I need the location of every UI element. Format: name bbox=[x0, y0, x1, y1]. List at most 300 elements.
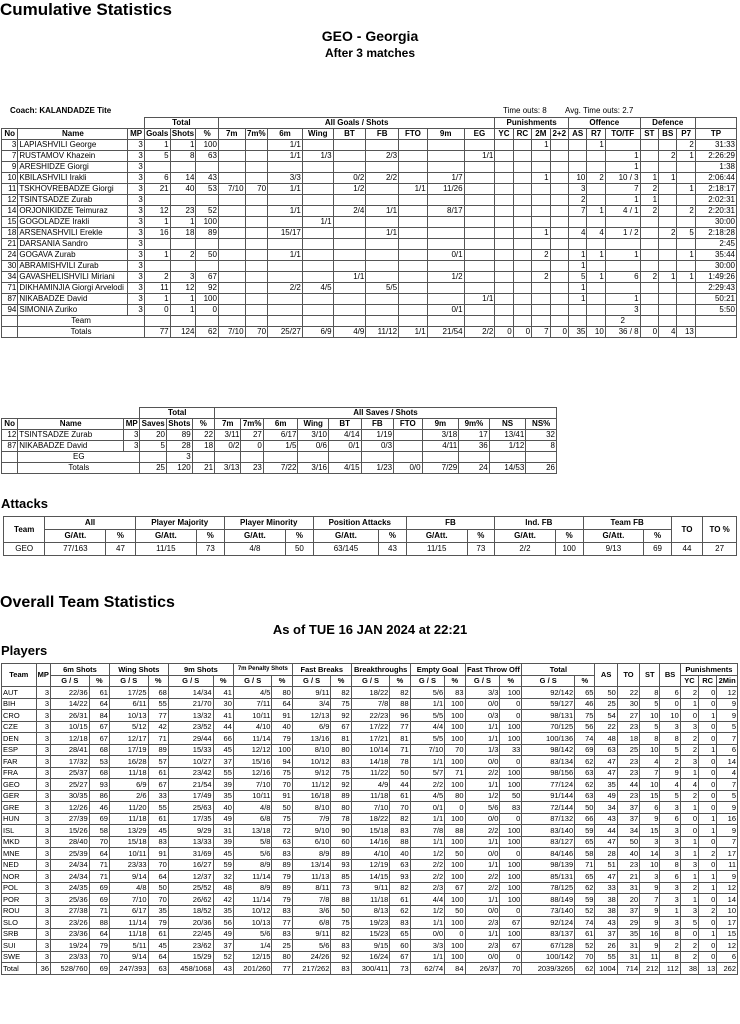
player-cell bbox=[196, 195, 219, 206]
overall-cell: 12/19 bbox=[351, 859, 390, 871]
player-cell: TSKHOVREBADZE Giorgi bbox=[18, 184, 128, 195]
player-cell: 94 bbox=[2, 305, 18, 316]
overall-row bbox=[2, 687, 738, 699]
overall-cell: 89 bbox=[272, 859, 292, 871]
overall-cell: 73 bbox=[331, 882, 351, 894]
player-cell bbox=[196, 239, 219, 250]
overall-cell: 8/13 bbox=[351, 905, 390, 917]
player-cell: GAVASHELISHVILI Miriani bbox=[18, 272, 128, 283]
overall-cell: 4/8 bbox=[233, 802, 272, 814]
overall-cell: 3 bbox=[660, 825, 680, 837]
gk-totals-cell: 14/53 bbox=[489, 463, 526, 474]
overall-sub-pct: % bbox=[213, 675, 233, 687]
overall-total-cell: 212 bbox=[640, 963, 660, 975]
player-cell: 23 bbox=[170, 206, 196, 217]
overall-cell: 23/52 bbox=[168, 721, 213, 733]
gk-cell: 12 bbox=[2, 430, 18, 441]
player-cell: TSINTSADZE Zurab bbox=[18, 195, 128, 206]
overall-row bbox=[2, 951, 738, 963]
overall-cell: 83 bbox=[390, 917, 410, 929]
gk-totals-cell: 7/22 bbox=[263, 463, 298, 474]
overall-cell: 25/63 bbox=[168, 802, 213, 814]
attacks-cell: 69 bbox=[644, 543, 671, 556]
overall-cell: 30 bbox=[213, 698, 233, 710]
player-cell: ARSENASHVILI Erekle bbox=[18, 228, 128, 239]
overall-cell: 10/11 bbox=[233, 710, 272, 722]
player-cell bbox=[245, 173, 268, 184]
attacks-sub-pct: % bbox=[467, 530, 494, 543]
player-cell bbox=[268, 261, 303, 272]
overall-cell: 70 bbox=[445, 744, 465, 756]
overall-cell: 0 bbox=[699, 756, 717, 768]
player-cell bbox=[333, 228, 366, 239]
overall-cell: 58 bbox=[89, 825, 109, 837]
gk-totals-cell: 0/0 bbox=[394, 463, 422, 474]
player-cell: 1 bbox=[144, 217, 170, 228]
overall-cell: 8 bbox=[640, 687, 660, 699]
player-cell bbox=[399, 228, 428, 239]
player-cell: 0 bbox=[196, 305, 219, 316]
player-cell: 1 bbox=[605, 294, 640, 305]
overall-cell: 22/23 bbox=[351, 710, 390, 722]
overall-sub-gs: G / S bbox=[233, 675, 272, 687]
player-cell bbox=[218, 250, 245, 261]
gk-col-header: 7m% bbox=[242, 419, 262, 428]
overall-cell: 65 bbox=[390, 928, 410, 940]
gk-col-header: NS% bbox=[526, 419, 557, 430]
overall-cell: 50 bbox=[617, 836, 639, 848]
attacks-topct-header: TO % bbox=[703, 517, 737, 543]
overall-cell: 32 bbox=[213, 871, 233, 883]
overall-cell: 82 bbox=[390, 687, 410, 699]
player-cell bbox=[464, 162, 495, 173]
overall-cell: 84 bbox=[89, 710, 109, 722]
overall-cell: 23/36 bbox=[51, 928, 90, 940]
overall-cell: 1 bbox=[680, 871, 698, 883]
player-cell: 1/2 bbox=[333, 184, 366, 195]
gk-cell: 0/1 bbox=[328, 441, 361, 452]
overall-sub-pct: % bbox=[575, 675, 595, 687]
player-cell bbox=[495, 261, 513, 272]
overall-cell: 65 bbox=[575, 687, 595, 699]
overall-cell: 28 bbox=[595, 848, 617, 860]
overall-cell: CZE bbox=[2, 721, 37, 733]
overall-cell: 80 bbox=[331, 802, 351, 814]
player-cell: 9 bbox=[2, 162, 18, 173]
overall-cell: 7/8 bbox=[351, 698, 390, 710]
player-cell bbox=[677, 294, 695, 305]
totals-cell: 0 bbox=[640, 327, 658, 338]
overall-cell: 5 bbox=[717, 790, 738, 802]
gk-totals-cell: 3/13 bbox=[215, 463, 241, 474]
overall-cell: 24/35 bbox=[51, 882, 90, 894]
overall-cell: 50 bbox=[595, 687, 617, 699]
totals-cell: 4/9 bbox=[333, 327, 366, 338]
player-cell bbox=[302, 272, 333, 283]
overall-cell: 17/19 bbox=[109, 744, 148, 756]
overall-cell: 69 bbox=[89, 882, 109, 894]
overall-row bbox=[2, 825, 738, 837]
overall-total-cell: 2039/3265 bbox=[522, 963, 575, 975]
player-cell: 1 bbox=[677, 184, 695, 195]
overall-cell: 10 bbox=[660, 710, 680, 722]
overall-cell: 35 bbox=[617, 928, 639, 940]
player-cell bbox=[532, 184, 550, 195]
overall-cell: 6/17 bbox=[109, 905, 148, 917]
overall-cell: 28/40 bbox=[51, 836, 90, 848]
overall-cell: 8/9 bbox=[233, 859, 272, 871]
player-cell bbox=[550, 283, 568, 294]
player-cell: 2:20:31 bbox=[695, 206, 736, 217]
player-cell: 24 bbox=[2, 250, 18, 261]
player-cell: 2/2 bbox=[366, 173, 399, 184]
player-row bbox=[2, 217, 737, 228]
gk-cell bbox=[140, 452, 167, 463]
overall-cell: POL bbox=[2, 882, 37, 894]
overall-sub-pct: % bbox=[148, 675, 168, 687]
player-cell bbox=[218, 217, 245, 228]
overall-cell: 14/18 bbox=[351, 756, 390, 768]
player-cell bbox=[245, 140, 268, 151]
player-row bbox=[2, 239, 737, 250]
overall-cell: 57 bbox=[148, 756, 168, 768]
player-cell bbox=[532, 294, 550, 305]
overall-cell: 71 bbox=[89, 871, 109, 883]
overall-cell: 3 bbox=[680, 721, 698, 733]
overall-cell: 92 bbox=[331, 710, 351, 722]
overall-cell: 9/15 bbox=[351, 940, 390, 952]
player-cell bbox=[144, 162, 170, 173]
player-cell bbox=[550, 162, 568, 173]
player-cell bbox=[218, 228, 245, 239]
totals-cell: 0 bbox=[513, 327, 531, 338]
overall-cell: 0 bbox=[500, 756, 522, 768]
player-cell bbox=[366, 305, 399, 316]
player-cell: 11/26 bbox=[427, 184, 464, 195]
player-cell bbox=[366, 195, 399, 206]
overall-cell: 58 bbox=[575, 848, 595, 860]
overall-cell: 23/33 bbox=[51, 951, 90, 963]
overall-cell: 37 bbox=[595, 928, 617, 940]
goalkeeper-table bbox=[1, 407, 557, 474]
player-cell bbox=[587, 184, 605, 195]
player-cell bbox=[366, 217, 399, 228]
attacks-fb-header: FB bbox=[406, 517, 494, 530]
player-cell bbox=[427, 294, 464, 305]
overall-cell: 67 bbox=[390, 951, 410, 963]
overall-cell: 17 bbox=[717, 917, 738, 929]
overall-cell: SRB bbox=[2, 928, 37, 940]
overall-cell: 4/10 bbox=[233, 721, 272, 733]
player-cell: 100 bbox=[196, 140, 219, 151]
overall-cell: 15/18 bbox=[109, 836, 148, 848]
player-cell: 3 bbox=[128, 305, 144, 316]
overall-cell: 61 bbox=[390, 894, 410, 906]
overall-cell: 10/12 bbox=[233, 905, 272, 917]
player-cell: 1 bbox=[587, 206, 605, 217]
player-cell bbox=[677, 162, 695, 173]
player-cell: 3 bbox=[128, 140, 144, 151]
player-cell bbox=[245, 283, 268, 294]
overall-cell: 100 bbox=[445, 779, 465, 791]
overall-cell: 50 bbox=[445, 848, 465, 860]
player-cell bbox=[245, 217, 268, 228]
player-cell: 1 bbox=[605, 162, 640, 173]
gk-cell bbox=[394, 441, 422, 452]
overall-cell: 98/139 bbox=[522, 859, 575, 871]
overall-cell: 16/27 bbox=[168, 859, 213, 871]
overall-cell: 0 bbox=[680, 825, 698, 837]
player-cell bbox=[640, 294, 658, 305]
overall-total-cell: 26/37 bbox=[465, 963, 500, 975]
player-cell bbox=[568, 151, 586, 162]
overall-cell: GER bbox=[2, 790, 37, 802]
overall-cell: 10 bbox=[640, 744, 660, 756]
overall-sub-pct: % bbox=[445, 675, 465, 687]
overall-cell: 2/3 bbox=[465, 917, 500, 929]
player-cell bbox=[513, 140, 531, 151]
overall-cell: FAR bbox=[2, 756, 37, 768]
overall-cell: 47 bbox=[595, 767, 617, 779]
overall-cell: 17/22 bbox=[351, 721, 390, 733]
overall-cell: 38 bbox=[595, 894, 617, 906]
overall-cell: 0 bbox=[699, 894, 717, 906]
team-cell bbox=[333, 316, 366, 327]
overall-cell: 22/36 bbox=[51, 687, 90, 699]
overall-cell: 2 bbox=[680, 790, 698, 802]
player-cell bbox=[302, 195, 333, 206]
overall-cell: 8/10 bbox=[292, 802, 331, 814]
overall-cell: 7 bbox=[717, 779, 738, 791]
player-cell: 3 bbox=[128, 195, 144, 206]
player-cell: 71 bbox=[2, 283, 18, 294]
overall-sub-gs: G / S bbox=[351, 675, 390, 687]
player-cell: 4 bbox=[568, 228, 586, 239]
overall-cell: 59 bbox=[575, 825, 595, 837]
player-cell: 52 bbox=[196, 206, 219, 217]
player-cell bbox=[532, 239, 550, 250]
overall-cell: 88 bbox=[390, 836, 410, 848]
gk-cell: TSINTSADZE Zurab bbox=[18, 430, 124, 441]
gk-cell: 1/19 bbox=[361, 430, 394, 441]
player-cell: 2 bbox=[677, 140, 695, 151]
overall-total-cell: 43 bbox=[213, 963, 233, 975]
overall-cell: 3 bbox=[36, 790, 50, 802]
overall-cell: 11/18 bbox=[351, 894, 390, 906]
overall-cell: 33 bbox=[595, 882, 617, 894]
overall-cell: 37 bbox=[617, 802, 639, 814]
overall-cell: 11/13 bbox=[292, 871, 331, 883]
player-cell bbox=[268, 195, 303, 206]
overall-cell: 6 bbox=[640, 802, 660, 814]
player-row bbox=[2, 261, 737, 272]
player-cell bbox=[495, 305, 513, 316]
overall-punish-header: Punishments bbox=[680, 664, 737, 676]
overall-cell: 82 bbox=[331, 687, 351, 699]
attacks-cell: 11/15 bbox=[135, 543, 196, 556]
overall-cell: 100 bbox=[445, 871, 465, 883]
player-cell bbox=[427, 228, 464, 239]
gk-totals-cell: 24 bbox=[459, 463, 490, 474]
overall-cell: 81 bbox=[331, 733, 351, 745]
player-cell: 2 bbox=[659, 151, 677, 162]
overall-cell: 67/128 bbox=[522, 940, 575, 952]
overall-cell: 61 bbox=[148, 928, 168, 940]
overall-total-cell: 300/411 bbox=[351, 963, 390, 975]
overall-cell: 0/0 bbox=[465, 756, 500, 768]
player-cell bbox=[513, 206, 531, 217]
overall-cell: 100 bbox=[445, 940, 465, 952]
player-row bbox=[2, 195, 737, 206]
player-cell bbox=[605, 140, 640, 151]
overall-total-cell: 458/1068 bbox=[168, 963, 213, 975]
overall-cell: 63 bbox=[390, 859, 410, 871]
col-header: Shots bbox=[171, 129, 195, 138]
overall-cell: 6/8 bbox=[233, 813, 272, 825]
col-header: BS bbox=[659, 129, 677, 140]
overall-team-header: Team bbox=[2, 664, 37, 687]
overall-cell: 78/125 bbox=[522, 882, 575, 894]
player-cell bbox=[587, 162, 605, 173]
player-cell bbox=[302, 305, 333, 316]
player-cell bbox=[144, 261, 170, 272]
player-cell bbox=[677, 239, 695, 250]
overall-cell: 11/14 bbox=[109, 917, 148, 929]
overall-cell: 5 bbox=[640, 721, 660, 733]
overall-cell: 42 bbox=[213, 894, 233, 906]
player-cell: 30:00 bbox=[695, 261, 736, 272]
overall-cell: 35 bbox=[595, 779, 617, 791]
players-label: Players bbox=[1, 643, 48, 658]
player-cell: 2 bbox=[144, 272, 170, 283]
overall-cell: 75 bbox=[331, 767, 351, 779]
gk-col-header: FB bbox=[361, 419, 394, 430]
overall-cell: 9/14 bbox=[109, 951, 148, 963]
team-cell bbox=[659, 316, 677, 327]
team-cell bbox=[464, 316, 495, 327]
player-cell bbox=[513, 162, 531, 173]
player-cell bbox=[532, 283, 550, 294]
overall-cell: 10 bbox=[640, 779, 660, 791]
player-cell bbox=[513, 261, 531, 272]
gk-cell: 1/12 bbox=[489, 441, 526, 452]
overall-cell: 23/33 bbox=[109, 859, 148, 871]
overall-cell: 9 bbox=[717, 698, 738, 710]
overall-cell: 2 bbox=[680, 733, 698, 745]
gk-row bbox=[2, 441, 557, 452]
overall-cell: 89 bbox=[272, 882, 292, 894]
overall-cell: 61 bbox=[390, 790, 410, 802]
overall-cell: 55 bbox=[148, 802, 168, 814]
overall-cell: 6 bbox=[717, 744, 738, 756]
player-cell bbox=[659, 140, 677, 151]
gk-cell: 1/5 bbox=[263, 441, 298, 452]
player-row bbox=[2, 162, 737, 173]
overall-cell: 67 bbox=[89, 721, 109, 733]
overall-cell: 46 bbox=[575, 698, 595, 710]
gk-cell: 3 bbox=[124, 430, 140, 441]
player-cell: 4 bbox=[587, 228, 605, 239]
gk-cell bbox=[394, 452, 422, 463]
overall-cell: 3 bbox=[36, 871, 50, 883]
overall-cell: 2/2 bbox=[465, 871, 500, 883]
attacks-cell: 4/8 bbox=[224, 543, 285, 556]
overall-bs-header: BS bbox=[660, 664, 680, 687]
player-cell bbox=[568, 239, 586, 250]
col-header: Wing bbox=[302, 129, 333, 140]
overall-cell: 67 bbox=[148, 779, 168, 791]
overall-cell: 83 bbox=[272, 905, 292, 917]
overall-cell: 3 bbox=[36, 836, 50, 848]
overall-cell: 44 bbox=[595, 825, 617, 837]
player-cell bbox=[302, 239, 333, 250]
player-cell: 21 bbox=[2, 239, 18, 250]
overall-cell: 3 bbox=[640, 871, 660, 883]
player-cell: 67 bbox=[196, 272, 219, 283]
overall-cell: 71 bbox=[575, 859, 595, 871]
player-cell: 5:50 bbox=[695, 305, 736, 316]
overall-cell: 100 bbox=[500, 894, 522, 906]
overall-cell: 78 bbox=[331, 813, 351, 825]
overall-cell: 19/23 bbox=[351, 917, 390, 929]
player-cell bbox=[550, 206, 568, 217]
gk-totals-cell: 25 bbox=[140, 463, 167, 474]
player-cell: 2/3 bbox=[366, 151, 399, 162]
overall-cell: 9 bbox=[640, 882, 660, 894]
overall-cell: 35 bbox=[213, 905, 233, 917]
overall-cell: 0 bbox=[445, 928, 465, 940]
player-cell: 1/2 bbox=[427, 272, 464, 283]
overall-cell: 47 bbox=[595, 756, 617, 768]
overall-cell: 86 bbox=[89, 790, 109, 802]
player-cell bbox=[532, 206, 550, 217]
overall-cell: 6 bbox=[660, 813, 680, 825]
overall-cell: 100 bbox=[500, 871, 522, 883]
player-cell bbox=[550, 261, 568, 272]
gk-cell bbox=[241, 452, 263, 463]
overall-cell: 1/1 bbox=[410, 836, 445, 848]
player-cell bbox=[513, 294, 531, 305]
player-cell bbox=[640, 140, 658, 151]
overall-cell: 0 bbox=[699, 836, 717, 848]
overall-cell: 2/2 bbox=[465, 767, 500, 779]
overall-cell: 10/15 bbox=[51, 721, 90, 733]
player-cell: ABRAMISHVILI Zurab bbox=[18, 261, 128, 272]
overall-cell: 5 bbox=[660, 790, 680, 802]
overall-cell: 41 bbox=[213, 687, 233, 699]
overall-cell: 11/14 bbox=[233, 733, 272, 745]
gk-cell: 13/41 bbox=[489, 430, 526, 441]
overall-cell: 6 bbox=[660, 871, 680, 883]
overall-cell: 63 bbox=[272, 836, 292, 848]
gk-cell bbox=[459, 452, 490, 463]
overall-cell: 75 bbox=[272, 767, 292, 779]
overall-cell: 15 bbox=[717, 928, 738, 940]
player-cell: 1 bbox=[659, 173, 677, 184]
overall-cell: 98/131 bbox=[522, 710, 575, 722]
overall-cell: 10/12 bbox=[292, 756, 331, 768]
overall-cell: 10/27 bbox=[168, 756, 213, 768]
overall-total-cell: 83 bbox=[331, 963, 351, 975]
attacks-cell: 27 bbox=[703, 543, 737, 556]
player-cell bbox=[427, 151, 464, 162]
page-title: Cumulative Statistics bbox=[0, 0, 172, 19]
overall-cell: 71 bbox=[445, 767, 465, 779]
overall-cell: 67 bbox=[331, 721, 351, 733]
player-cell bbox=[399, 195, 428, 206]
coach: Coach: KALANDADZE Tite bbox=[10, 106, 112, 115]
player-cell bbox=[170, 261, 196, 272]
